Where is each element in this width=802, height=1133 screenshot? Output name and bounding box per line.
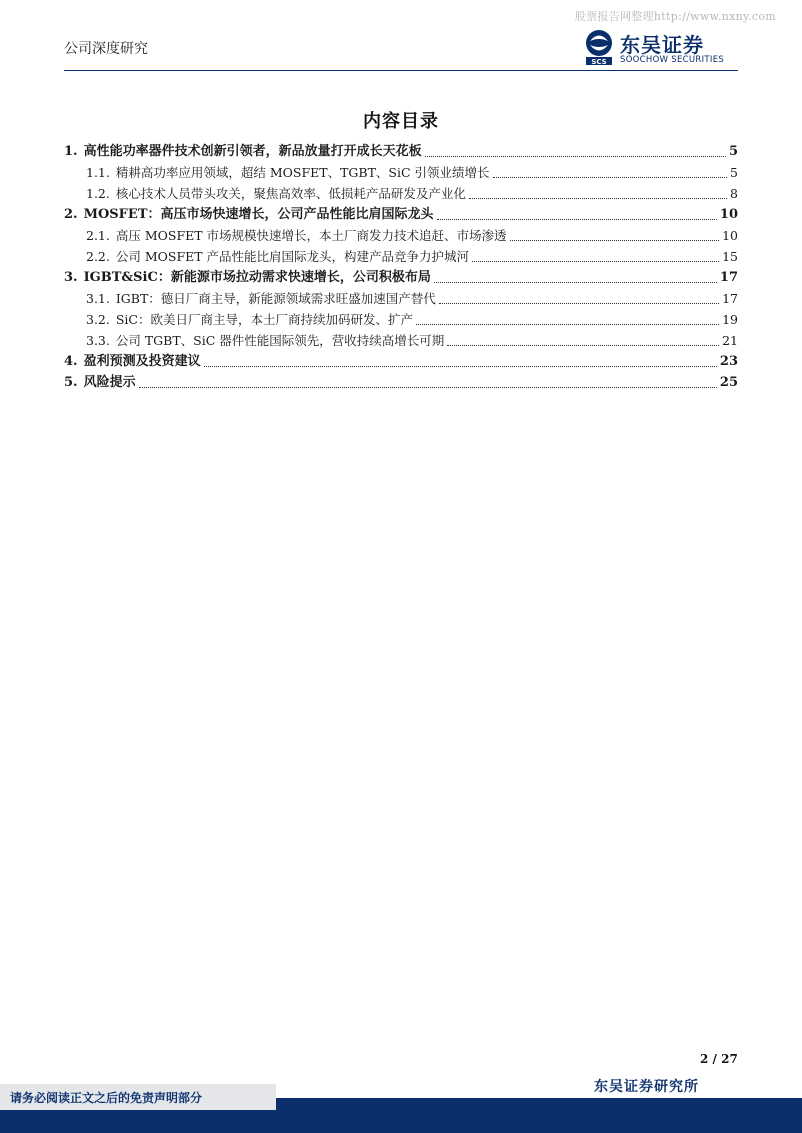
toc-entry-page: 10	[722, 228, 738, 243]
page-number: 2 / 27	[700, 1052, 738, 1066]
toc-entry-number: 1.	[64, 144, 78, 159]
toc-entry-number: 3.1.	[86, 291, 110, 306]
logo-english-name: SOOCHOW SECURITIES	[620, 55, 725, 65]
toc-entry-title: 公司 MOSFET 产品性能比肩国际龙头，构建产品竞争力护城河	[115, 249, 470, 264]
toc-entry-title: 核心技术人员带头攻关，聚焦高效率、低损耗产品研发及产业化	[115, 186, 466, 201]
toc-entry[interactable]	[64, 308, 738, 328]
toc-entry-title: 高压 MOSFET 市场规模快速增长，本土厂商发力技术追赶、市场渗透	[115, 228, 507, 243]
toc-entry[interactable]	[64, 182, 738, 202]
toc-entry-number: 3.2.	[86, 312, 110, 327]
toc-entry-page: 17	[722, 291, 738, 306]
toc-entry-title: 风险提示	[83, 375, 136, 390]
toc-entry[interactable]	[64, 266, 738, 286]
toc-entry[interactable]	[64, 371, 738, 391]
toc-leader-dots	[204, 366, 717, 367]
toc-entry-page: 5	[730, 165, 738, 180]
toc-entry-page: 5	[728, 144, 738, 159]
toc-entry[interactable]	[64, 287, 738, 307]
toc-leader-dots	[416, 324, 719, 325]
toc-entry-page: 8	[730, 186, 738, 201]
footer-bar	[276, 1098, 802, 1110]
toc-entry-page: 17	[719, 270, 738, 285]
toc-entry-title: 精耕高功率应用领域，超结 MOSFET、TGBT、SiC 引领业绩增长	[115, 165, 490, 180]
toc-entry-number: 3.	[64, 270, 78, 285]
toc-leader-dots	[439, 303, 719, 304]
toc-entry[interactable]	[64, 203, 738, 223]
toc-entry-page: 23	[719, 354, 738, 369]
toc-entry-title: IGBT：德日厂商主导，新能源领域需求旺盛加速国产替代	[115, 291, 436, 306]
toc-entry-number: 2.1.	[86, 228, 110, 243]
toc-entry-page: 21	[722, 333, 738, 348]
toc-entry[interactable]	[64, 350, 738, 370]
watermark-text: 股票报告网整理http://www.nxny.com	[574, 10, 776, 23]
footer-institute-name: 东吴证券研究所	[594, 1079, 699, 1095]
toc-leader-dots	[447, 345, 719, 346]
toc-leader-dots	[493, 177, 728, 178]
toc-entry[interactable]	[64, 245, 738, 265]
toc-entry-page: 25	[719, 375, 738, 390]
toc-leader-dots	[469, 198, 727, 199]
toc-entry-number: 1.1.	[86, 165, 110, 180]
toc-entry[interactable]	[64, 140, 738, 160]
toc-entry-number: 3.3.	[86, 333, 110, 348]
toc-leader-dots	[139, 387, 717, 388]
toc-leader-dots	[434, 282, 717, 283]
toc-entry-title: IGBT&SiC：新能源市场拉动需求快速增长，公司积极布局	[83, 270, 431, 285]
toc-entry[interactable]	[64, 161, 738, 181]
toc-entry-title: SiC：欧美日厂商主导，本土厂商持续加码研发、扩产	[115, 312, 413, 327]
toc-leader-dots	[472, 261, 719, 262]
toc-entry[interactable]	[64, 329, 738, 349]
toc-entry-number: 4.	[64, 354, 78, 369]
toc-leader-dots	[437, 219, 717, 220]
header-divider	[64, 70, 738, 71]
toc-entry-page: 19	[722, 312, 738, 327]
toc-title: 内容目录	[363, 111, 439, 132]
toc-entry[interactable]	[64, 224, 738, 244]
toc-entry-page: 10	[719, 207, 738, 222]
disclaimer-notice: 请务必阅读正文之后的免责声明部分	[0, 1084, 276, 1110]
toc-leader-dots	[510, 240, 720, 241]
toc-entry-title: 公司 TGBT、SiC 器件性能国际领先，营收持续高增长可期	[115, 333, 445, 348]
soochow-logo-icon	[582, 28, 616, 66]
toc-entry-number: 2.2.	[86, 249, 110, 264]
toc-entry-number: 5.	[64, 375, 78, 390]
logo-chinese-name: 东吴证券	[620, 33, 704, 57]
toc-leader-dots	[425, 156, 726, 157]
document-type-label: 公司深度研究	[64, 41, 148, 57]
toc-entry-title: 盈利预测及投资建议	[83, 354, 201, 369]
footer-bar-bottom	[0, 1110, 802, 1133]
toc-entry-title: MOSFET：高压市场快速增长，公司产品性能比肩国际龙头	[83, 207, 434, 222]
logo-badge-text: SCS	[591, 58, 607, 66]
toc-entry-page: 15	[722, 249, 738, 264]
toc-entry-number: 1.2.	[86, 186, 110, 201]
toc-entry-number: 2.	[64, 207, 78, 222]
company-logo	[582, 28, 752, 68]
toc-entry-title: 高性能功率器件技术创新引领者，新品放量打开成长天花板	[83, 144, 422, 159]
